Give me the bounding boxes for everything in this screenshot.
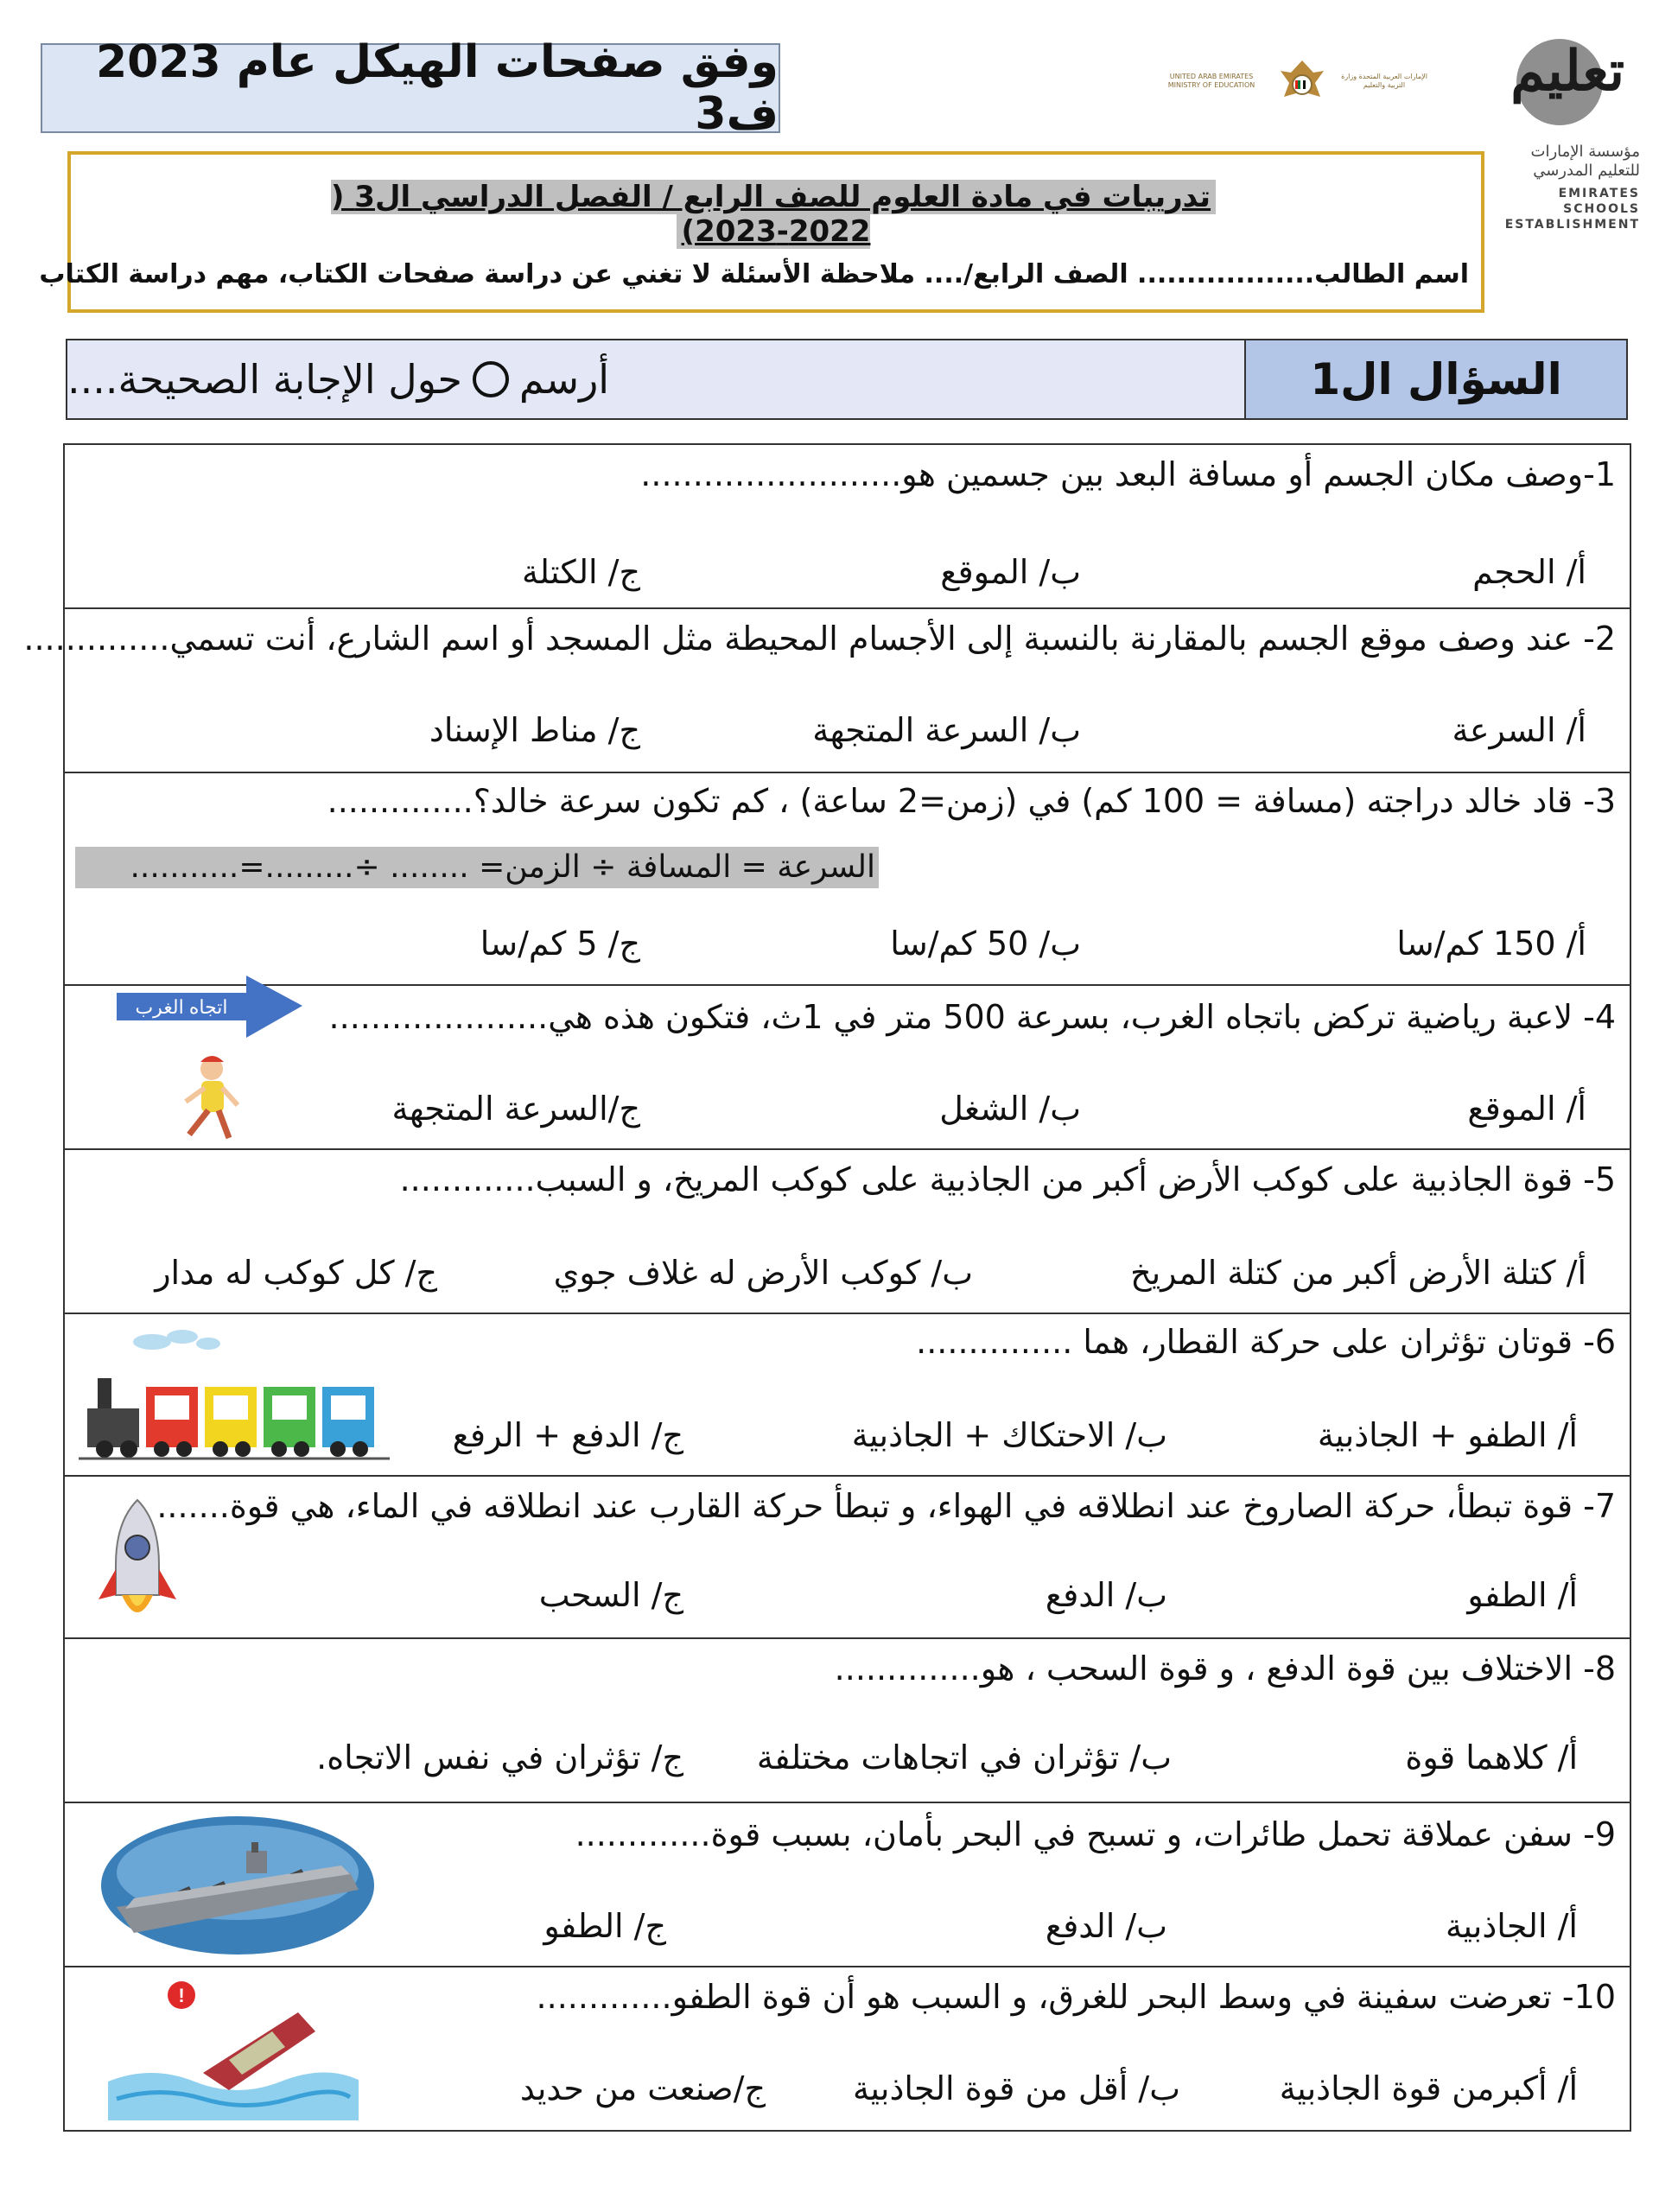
logo-en-text: EMIRATES SCHOOLS ESTABLISHMENT [1504,187,1640,232]
option-a[interactable]: أ/ السرعة [1452,711,1586,749]
question-text: 5- قوة الجاذبية على كوكب الأرض أكبر من الجاذبية على كوكب المريخ، و السبب............. [399,1160,1616,1198]
logo-ar-text: مؤسسة الإمارات للتعليم المدرسي [1530,143,1640,180]
question-row [65,1477,1630,1639]
emirates-schools-logo [1486,30,1642,232]
circle-icon [473,361,509,397]
ministry-of-education-logo [1160,54,1436,114]
question-row [65,1967,1630,2132]
questions-table [23,443,1631,2132]
instruction-draw: أرسم [518,356,610,403]
option-c[interactable]: ج/السرعة المتجهة [391,1090,640,1128]
question-text: 8- الاختلاف بين قوة الدفع ، و قوة السحب ، هو.............. [834,1649,1616,1688]
ministry-logo-en: UNITED ARAB EMIRATES MINISTRY OF EDUCATION [1167,73,1255,89]
option-a[interactable]: أ/ الجاذبية [1445,1907,1578,1945]
option-b[interactable]: ب/ الدفع [1045,1907,1167,1945]
question-row [65,445,1630,609]
option-c[interactable]: ج/ السحب [538,1576,683,1614]
option-a[interactable]: أ/ الطفو + الجاذبية [1317,1416,1578,1454]
option-c[interactable]: ج/ 5 كم/سا [480,925,640,963]
question-row [65,1314,1630,1477]
train-illustration [79,1326,390,1469]
question-row [65,1803,1630,1967]
option-b[interactable]: ب/ أقل من قوة الجاذبية [853,2069,1180,2107]
option-b[interactable]: ب/ تؤثران في اتجاهات مختلفة [756,1738,1172,1777]
option-c[interactable]: ج/صنعت من حديد [519,2069,766,2107]
speed-formula: السرعة = المسافة ÷ الزمن= ........ ÷.........=........... [75,847,879,888]
option-b[interactable]: ب/ 50 كم/سا [890,925,1081,963]
option-a[interactable]: أ/ أكبرمن قوة الجاذبية [1279,2069,1578,2107]
option-c[interactable]: ج/ الكتلة [522,553,640,591]
question-text: 2- عند وصف موقع الجسم بالمقارنة بالنسبة إلى الأجسام المحيطة مثل المسجد أو اسم الشارع، أنت تسمي.............. [23,620,1616,658]
option-b[interactable]: ب/ الشغل [939,1090,1081,1128]
option-c[interactable]: ج/ كل كوكب له مدار [155,1254,437,1292]
uae-emblem-icon [1272,54,1332,114]
option-c[interactable]: ج/ تؤثران في نفس الاتجاه. [316,1738,683,1777]
page-top-title [41,36,780,140]
question-row [65,1150,1630,1314]
ministry-logo-ar: الإمارات العربية المتحدة وزارة التربية والتعليم [1341,73,1427,89]
student-info-line: اسم الطالب.................. الصف الرابع/.... ملاحظة الأسئلة لا تغني عن دراسة صفحات الكتاب، مهم دراسة الكتاب [39,259,1469,289]
option-c[interactable]: ج/ الدفع + الرفع [452,1416,683,1454]
aircraft-carrier-illustration [99,1812,376,1959]
option-b[interactable]: ب/ الموقع [940,553,1081,591]
question-row [65,1639,1630,1803]
rocket-illustration [86,1496,189,1630]
question-text: 9- سفن عملاقة تحمل طائرات، و تسبح في البحر بأمان، بسبب قوة............. [575,1815,1616,1853]
question-row [65,986,1630,1150]
option-b[interactable]: ب/ الدفع [1045,1576,1167,1614]
question-text: 4- لاعبة رياضية تركض باتجاه الغرب، بسرعة 500 متر في 1ث، فتكون هذه هي..................... [328,998,1616,1036]
sinking-ship-illustration [99,1978,359,2125]
question-text: 3- قاد خالد دراجته (مسافة = 100 كم) في (زمن=2 ساعة) ، كم تكون سرعة خالد؟.............. [327,782,1616,820]
question-row [23,609,1630,773]
option-a[interactable]: أ/ كلاهما قوة [1405,1738,1578,1777]
option-a[interactable]: أ/ الحجم [1472,553,1586,591]
svg-text:!: ! [178,1985,185,2006]
question-1-label: السؤال ال1 [1244,340,1626,418]
top-title-text: وفق صفحات الهيكل عام 2023 ف3 [95,36,779,140]
question-1-header [66,339,1628,420]
worksheet-title-text: تدريبات في مادة العلوم للصف الرابع / الفصل الدراسي ال3 ( 2022-2023) [331,180,1216,249]
question-text: 10- تعرضت سفينة في وسط البحر للغرق، و السبب هو أن قوة الطفو............. [536,1978,1616,2016]
option-b[interactable]: ب/ كوكب الأرض له غلاف جوي [553,1254,973,1292]
option-a[interactable]: أ/ 150 كم/سا [1396,925,1586,963]
question-text: 1-وصف مكان الجسم أو مسافة البعد بين جسمين هو......................... [640,455,1616,493]
option-a[interactable]: أ/ الطفو [1467,1576,1578,1614]
option-c[interactable]: ج/ الطفو [543,1907,666,1945]
runner-west-illustration [99,976,307,1148]
question-1-instruction [67,340,1244,418]
worksheet-title [328,180,1218,249]
question-text: 6- قوتان تؤثران على حركة القطار، هما ............... [916,1323,1616,1361]
option-a[interactable]: أ/ الموقع [1467,1090,1586,1128]
logo-mark: تعليم [1510,39,1624,104]
option-b[interactable]: ب/ الاحتكاك + الجاذبية [851,1416,1167,1454]
option-b[interactable]: ب/ السرعة المتجهة [812,711,1081,749]
option-a[interactable]: أ/ كتلة الأرض أكبر من كتلة المريخ [1130,1254,1586,1292]
instruction-text: حول الإجابة الصحيحة.... [67,356,462,403]
question-text: 7- قوة تبطأ، حركة الصاروخ عند انطلاقه في الهواء، و تبطأ حركة القارب عند انطلاقه في الماء، هي قوة....... [156,1487,1616,1525]
option-c[interactable]: ج/ مناط الإسناد [429,711,640,749]
arrow-label: اتجاه الغرب [135,996,228,1018]
question-row [65,773,1630,986]
